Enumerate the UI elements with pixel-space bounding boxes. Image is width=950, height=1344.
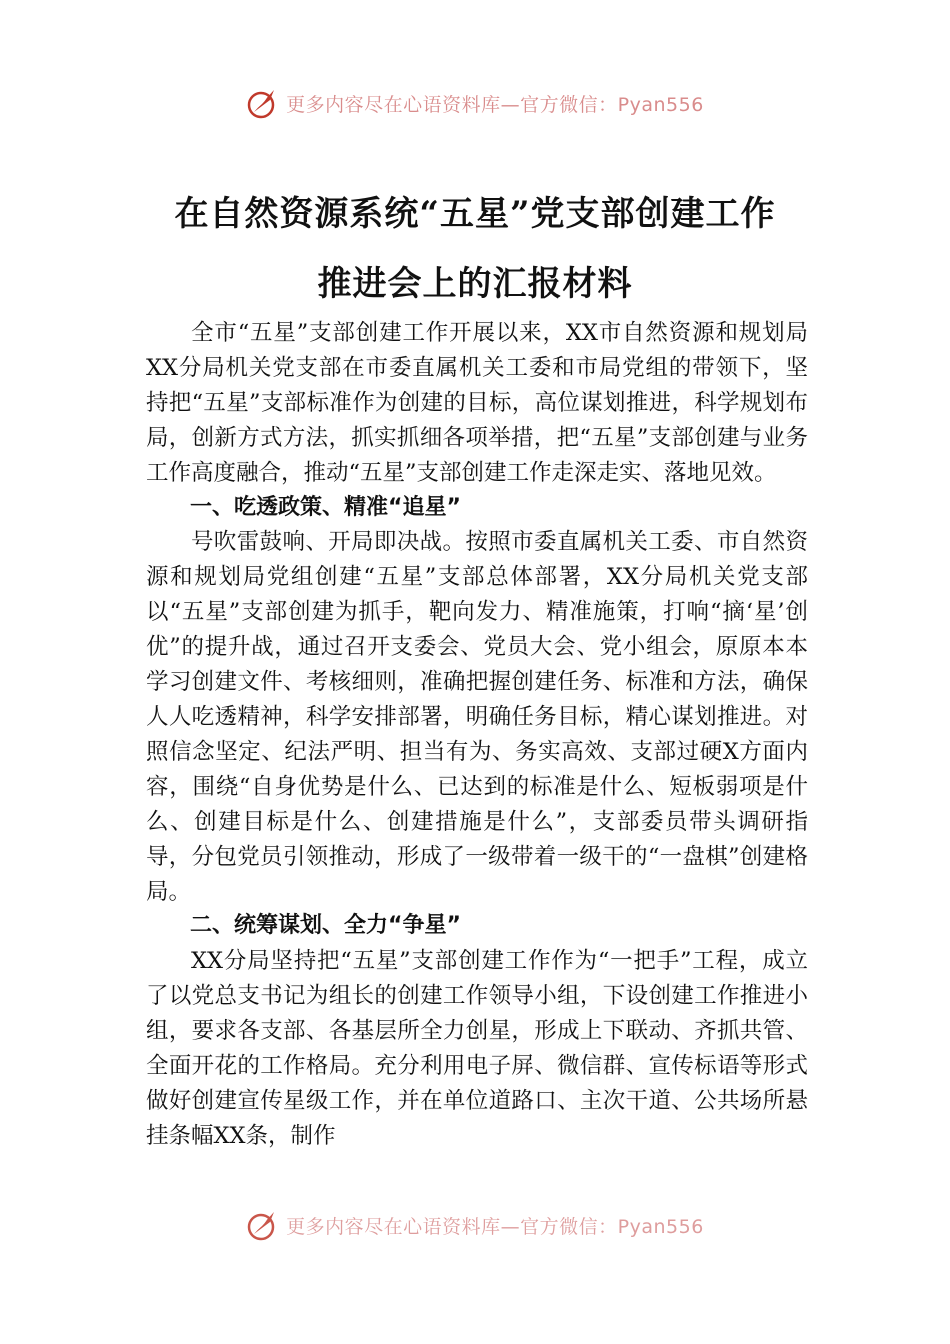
document-title-line-1: 在自然资源系统“五星”党支部创建工作 [174, 194, 776, 234]
document-title-line-2: 推进会上的汇报材料 [317, 264, 633, 304]
section-heading-1: 一、吃透政策、精准“追星” [190, 494, 461, 520]
section-heading-2: 二、统筹谋划、全力“争星” [190, 913, 461, 939]
watermark-header [0, 86, 950, 120]
document-body [146, 316, 808, 1154]
watermark-text: 更多内容尽在心语资料库—官方微信：Pyan556 [286, 1215, 704, 1238]
quill-logo-icon [246, 1208, 280, 1242]
quill-logo-icon [246, 86, 280, 120]
intro-paragraph: 全市“五星”支部创建工作开展以来，XX市自然资源和规划局XX分局机关党支部在市委直属机关工委和市局党组的带领下，坚持把“五星”支部标准作为创建的目标，高位谋划推进，科学规划布局，创新方式方法，抓实抓细各项举措，把“五星”支部创建与业务工作高度融合，推动“五星”支部创建工作走深走实、落地见效。 [146, 320, 808, 486]
watermark-text: 更多内容尽在心语资料库—官方微信：Pyan556 [286, 93, 704, 116]
watermark-footer [0, 1208, 950, 1242]
section-1-paragraph: 号吹雷鼓响、开局即决战。按照市委直属机关工委、市自然资源和规划局党组创建“五星”支部总体部署，XX分局机关党支部以“五星”支部创建为抓手，靶向发力、精准施策，打响“摘‘星’创优”的提升战，通过召开支委会、党员大会、党小组会，原原本本学习创建文件、考核细则，准确把握创建任务、标准和方法，确保人人吃透精神，科学安排部署，明确任务目标，精心谋划推进。对照信念坚定、纪法严明、担当有为、务实高效、支部过硬X方面内容，围绕“自身优势是什么、已达到的标准是什么、短板弱项是什么、创建目标是什么、创建措施是什么”，支部委员带头调研指导，分包党员引领推动，形成了一级带着一级干的“一盘棋”创建格局。 [146, 529, 808, 905]
section-2-paragraph: XX分局坚持把“五星”支部创建工作作为“一把手”工程，成立了以党总支书记为组长的创建工作领导小组，下设创建工作推进小组，要求各支部、各基层所全力创星，形成上下联动、齐抓共管、全面开花的工作格局。充分利用电子屏、微信群、宣传标语等形式做好创建宣传星级工作，并在单位道路口、主次干道、公共场所悬挂条幅XX条，制作 [146, 948, 808, 1149]
